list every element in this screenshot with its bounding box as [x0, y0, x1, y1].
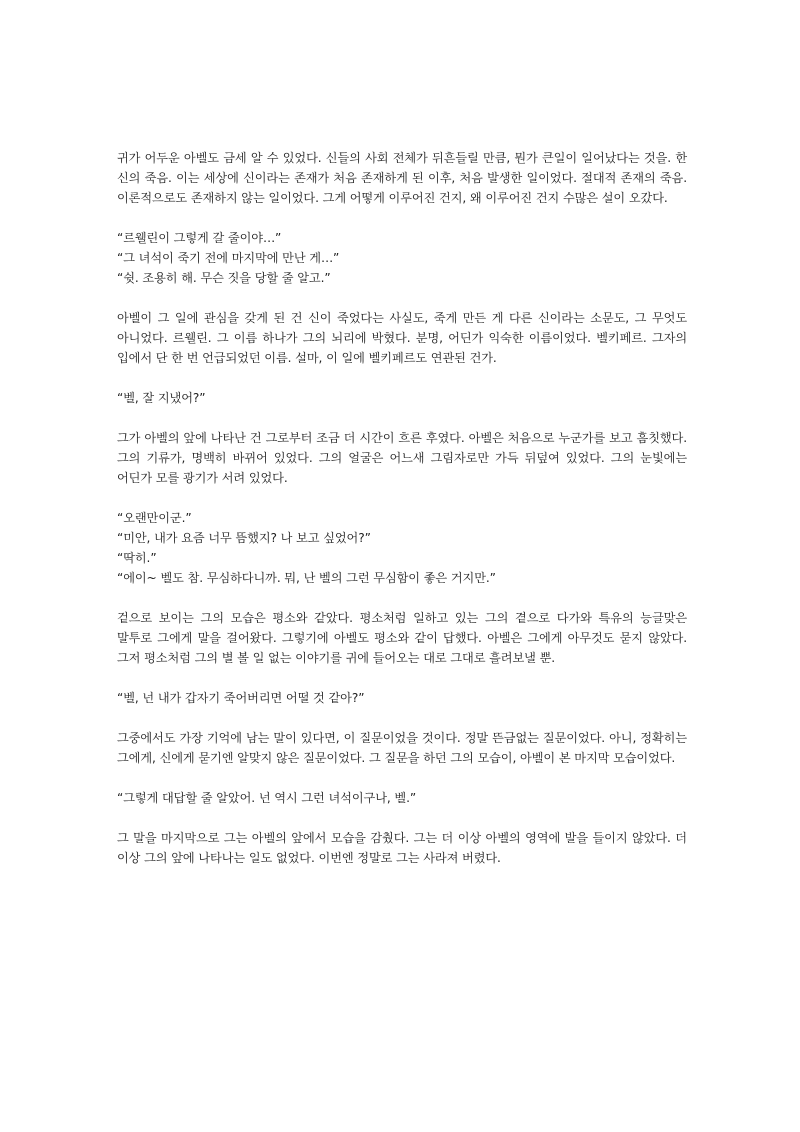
dialog-block	[117, 788, 687, 808]
paragraph	[117, 148, 687, 208]
paragraph	[117, 608, 687, 668]
dialog-line: “쉿. 조용히 해. 무슨 짓을 당할 줄 알고.”	[117, 271, 331, 285]
paragraph-text: 귀가 어두운 아벨도 금세 알 수 있었다. 신들의 사회 전체가 뒤흔들릴 만큼, 뭔가 큰일이 일어났다는 것을. 한 신의 죽음. 이는 세상에 신이라는 존재가 처음 존재하게 된 이후, 처음 발생한 일이었다. 절대적 존재의 죽음. 이론적으로도 존재하지 않는 일이었다. 그게 어떻게 이루어진 건지, 왜 이루어진 건지 수많은 설이 오갔다.	[117, 151, 687, 205]
paragraph-text: 그가 아벨의 앞에 나타난 건 그로부터 조금 더 시간이 흐른 후였다. 아벨은 처음으로 누군가를 보고 흠칫했다. 그의 기류가, 명백히 바뀌어 있었다. 그의 얼굴은 어느새 그림자로만 가득 뒤덮여 있었다. 그의 눈빛에는 어딘가 모를 광기가 서려 있었다.	[117, 431, 687, 485]
paragraph-text: 그 말을 마지막으로 그는 아벨의 앞에서 모습을 감췄다. 그는 더 이상 아벨의 영역에 발을 들이지 않았다. 더 이상 그의 앞에 나타나는 일도 없었다. 이번엔 정말로 그는 사라져 버렸다.	[117, 831, 687, 865]
paragraph	[117, 428, 687, 488]
dialog-line: “미안, 내가 요즘 너무 뜸했지? 나 보고 싶었어?”	[117, 531, 371, 545]
paragraph-text: 겉으로 보이는 그의 모습은 평소와 같았다. 평소처럼 일하고 있는 그의 곁으로 다가와 특유의 능글맞은 말투로 그에게 말을 걸어왔다. 그렇기에 아벨도 평소와 같이 답했다. 아벨은 그에게 아무것도 묻지 않았다. 그저 평소처럼 그의 별 볼 일 없는 이야기를 귀에 들어오는 대로 그대로 흘려보낼 뿐.	[117, 611, 687, 665]
dialog-block	[117, 508, 687, 588]
dialog-block	[117, 388, 687, 408]
paragraph-text: 그중에서도 가장 기억에 남는 말이 있다면, 이 질문이었을 것이다. 정말 뜬금없는 질문이었다. 아니, 정확히는 그에게, 신에게 묻기엔 알맞지 않은 질문이었다. 그 질문을 하던 그의 모습이, 아벨이 본 마지막 모습이었다.	[117, 731, 687, 765]
dialog-block	[117, 228, 687, 288]
dialog-line: “에이~ 벨도 참. 무심하다니까. 뭐, 난 벨의 그런 무심함이 좋은 거지만.”	[117, 571, 496, 585]
paragraph-text: 아벨이 그 일에 관심을 갖게 된 건 신이 죽었다는 사실도, 죽게 만든 게 다른 신이라는 소문도, 그 무엇도 아니었다. 르웰린. 그 이름 하나가 그의 뇌리에 박혔다. 분명, 어딘가 익숙한 이름이었다. 벨키페르. 그자의 입에서 단 한 번 언급되었던 이름. 설마, 이 일에 벨키페르도 연관된 건가.	[117, 311, 687, 365]
dialog-line: “르웰린이 그렇게 갈 줄이야…”	[117, 231, 282, 245]
dialog-line: “딱히.”	[117, 551, 157, 565]
dialog-line: “그 녀석이 죽기 전에 마지막에 만난 게…”	[117, 251, 340, 265]
document-page	[117, 148, 687, 868]
paragraph	[117, 728, 687, 768]
dialog-line: “오랜만이군.”	[117, 511, 192, 525]
dialog-line: “벨, 잘 지냈어?”	[117, 391, 206, 405]
paragraph	[117, 828, 687, 868]
dialog-line: “벨, 넌 내가 갑자기 죽어버리면 어떨 것 같아?”	[117, 691, 365, 705]
dialog-line: “그렇게 대답할 줄 알았어. 넌 역시 그런 녀석이구나, 벨.”	[117, 791, 417, 805]
dialog-block	[117, 688, 687, 708]
paragraph	[117, 308, 687, 368]
